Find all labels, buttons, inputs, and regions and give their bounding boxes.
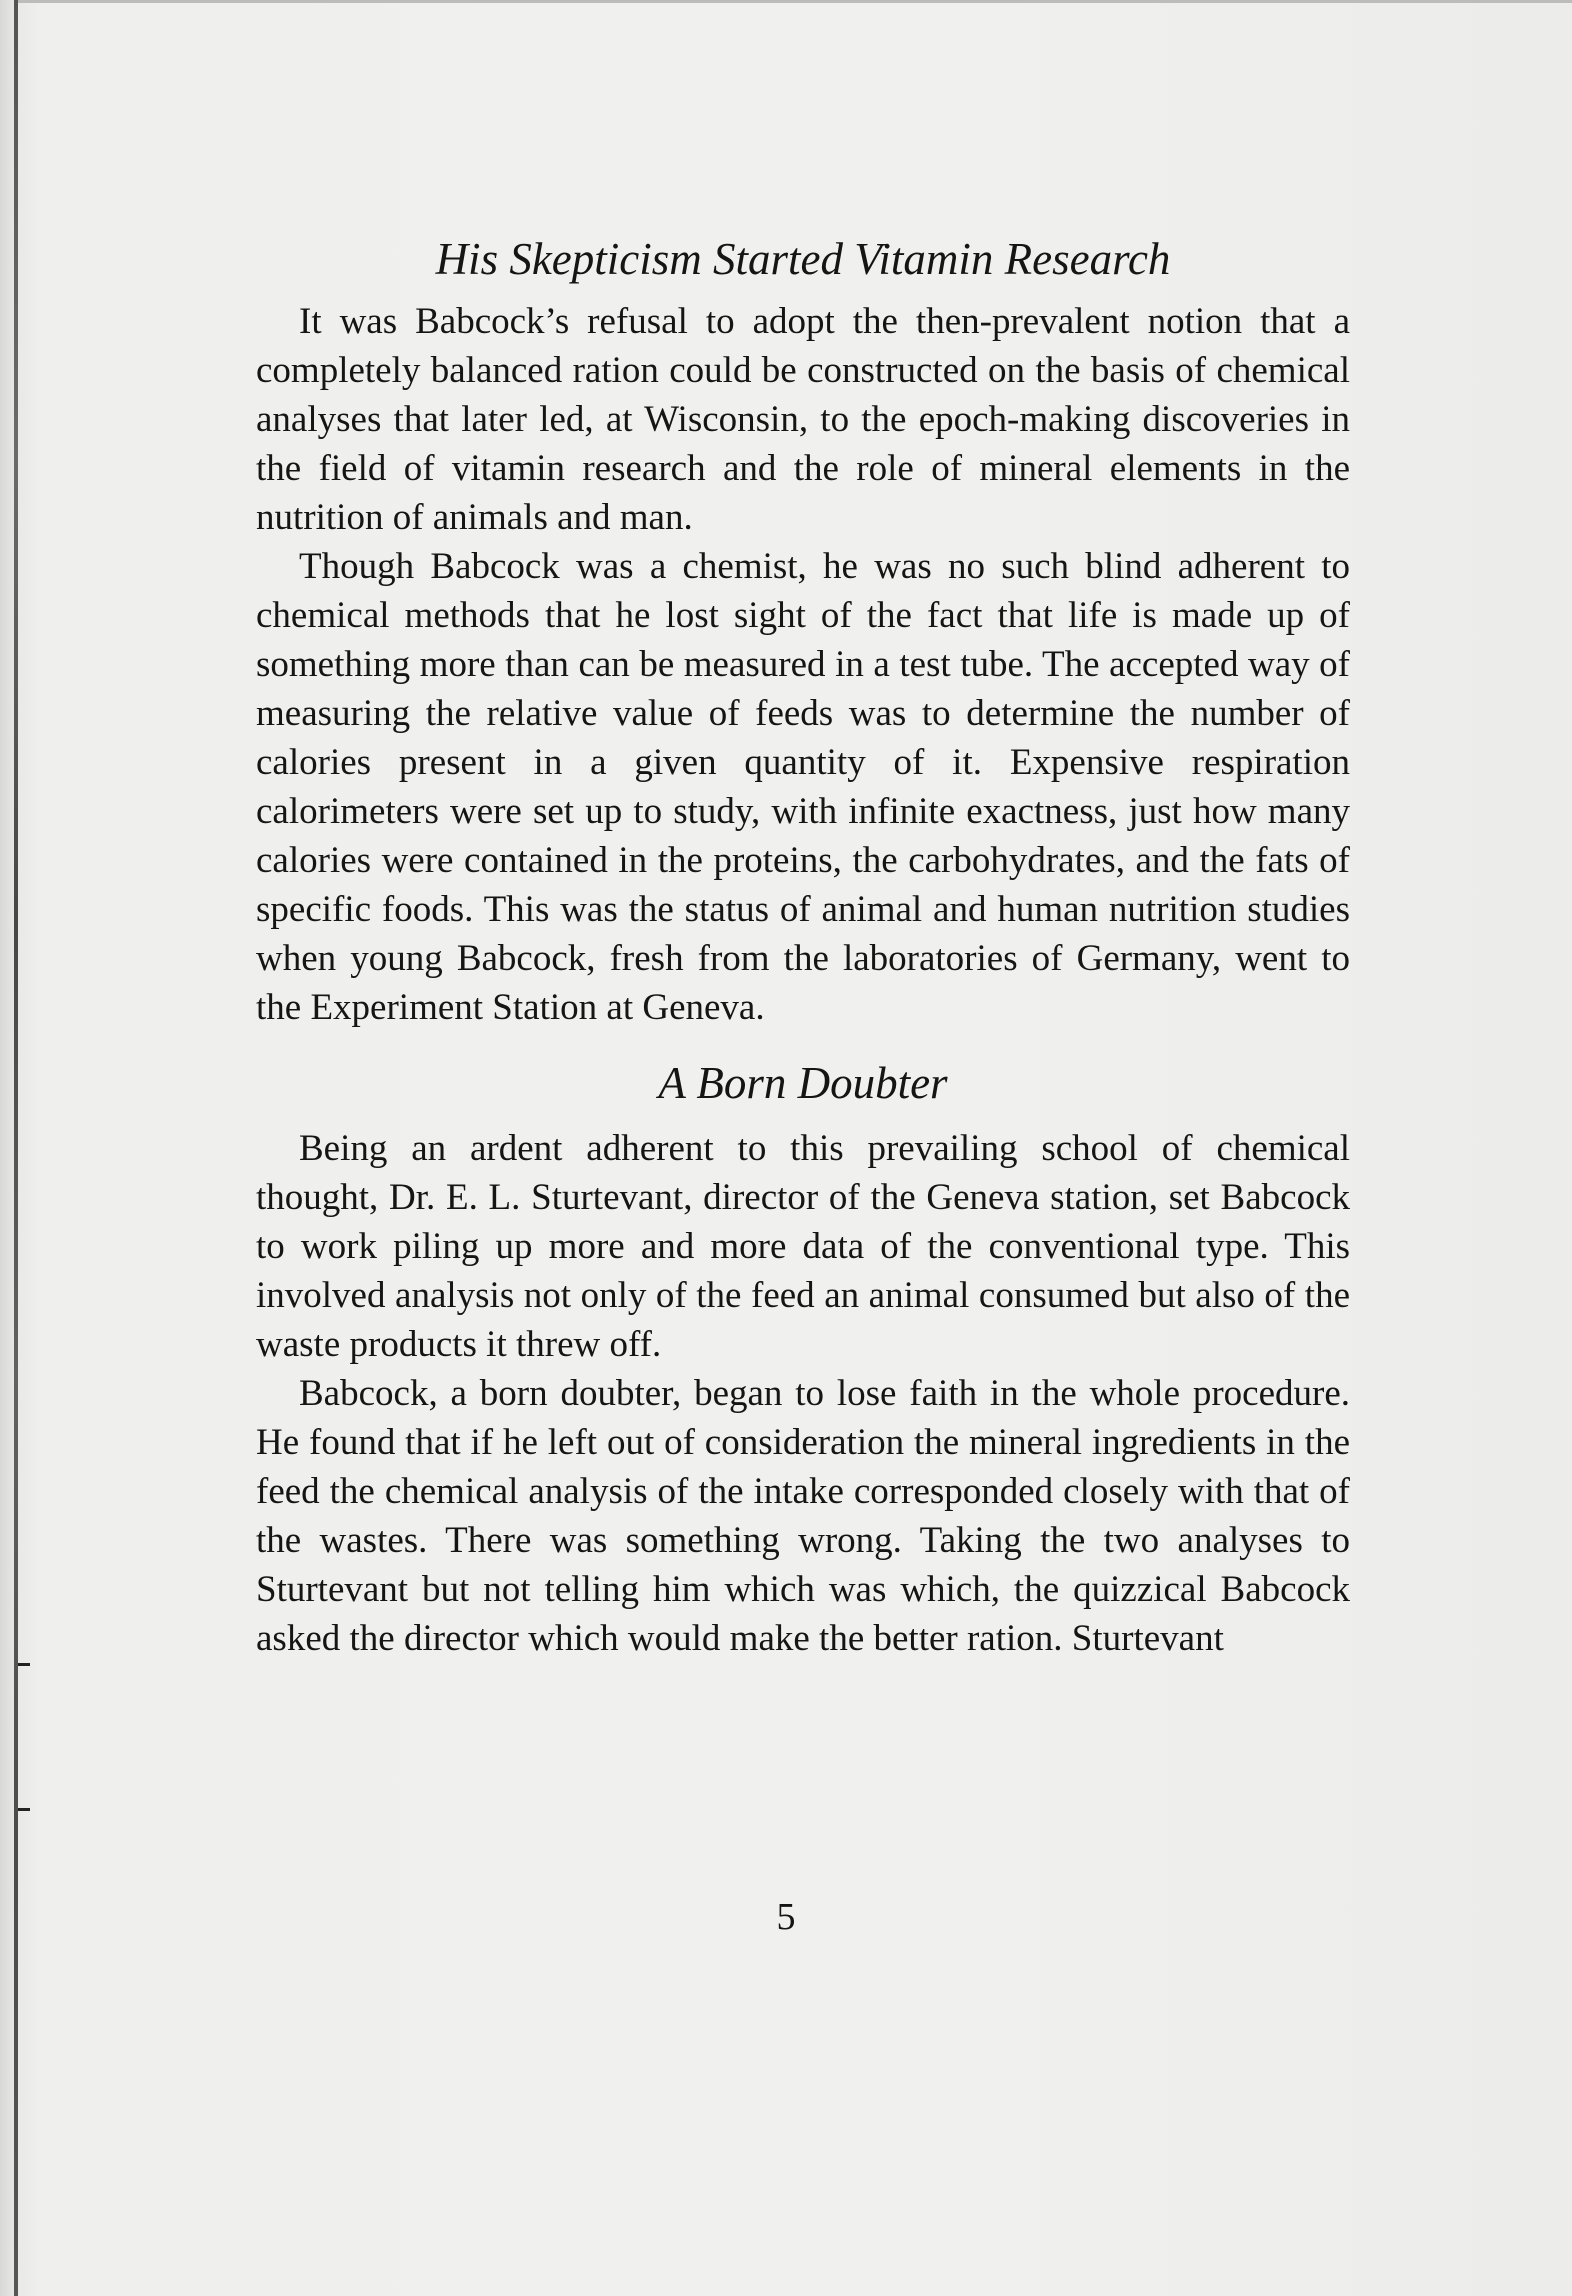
top-edge: [18, 0, 1572, 3]
edge-mark: [18, 1663, 30, 1666]
binding-shadow: [0, 0, 14, 2296]
paragraph: It was Babcock’s refusal to adopt the then-prevalent notion that a completely balanced ration could be constructed on the basis of chemical analyses that later led, at Wisconsin, to the epoch-making discoveries in the field of vitamin research and the role of mineral elements in the nutrition of animals and man.: [256, 301, 1350, 538]
page-text: [256, 230, 1350, 1663]
binding-edge: [14, 0, 18, 2296]
page-number: 5: [776, 1896, 796, 1938]
paragraph: Being an ardent adherent to this prevailing school of chemical thought, Dr. E. L. Sturtevant, director of the Geneva station, set Babcock to work piling up more and more data of the conventional type. This involved analysis not only of the feed an animal consumed but also of the waste products it threw off.: [256, 1128, 1350, 1365]
paragraph: Babcock, a born doubter, began to lose faith in the whole procedure. He found that if he left out of consideration the mineral ingredients in the feed the chemical analysis of the intake corresponded closely with that of the wastes. There was something wrong. Taking the two analyses to Sturtevant but not telling him which was which, the quizzical Babcock asked the director which would make the better ration. Sturtevant: [256, 1373, 1350, 1659]
edge-mark: [18, 1808, 30, 1811]
section-heading-skepticism: His Skepticism Started Vitamin Research: [435, 234, 1171, 284]
section-heading-born-doubter: A Born Doubter: [658, 1058, 948, 1108]
paragraph: Though Babcock was a chemist, he was no such blind adherent to chemical methods that he lost sight of the fact that life is made up of something more than can be measured in a test tube. The accepted way of measuring the relative value of feeds was to determine the number of calories present in a given quantity of it. Expensive respiration calorimeters were set up to study, with infinite exactness, just how many calories were contained in the proteins, the carbohydrates, and the fats of specific foods. This was the status of animal and human nutrition studies when young Babcock, fresh from the laboratories of Germany, went to the Experiment Station at Geneva.: [256, 546, 1350, 1028]
